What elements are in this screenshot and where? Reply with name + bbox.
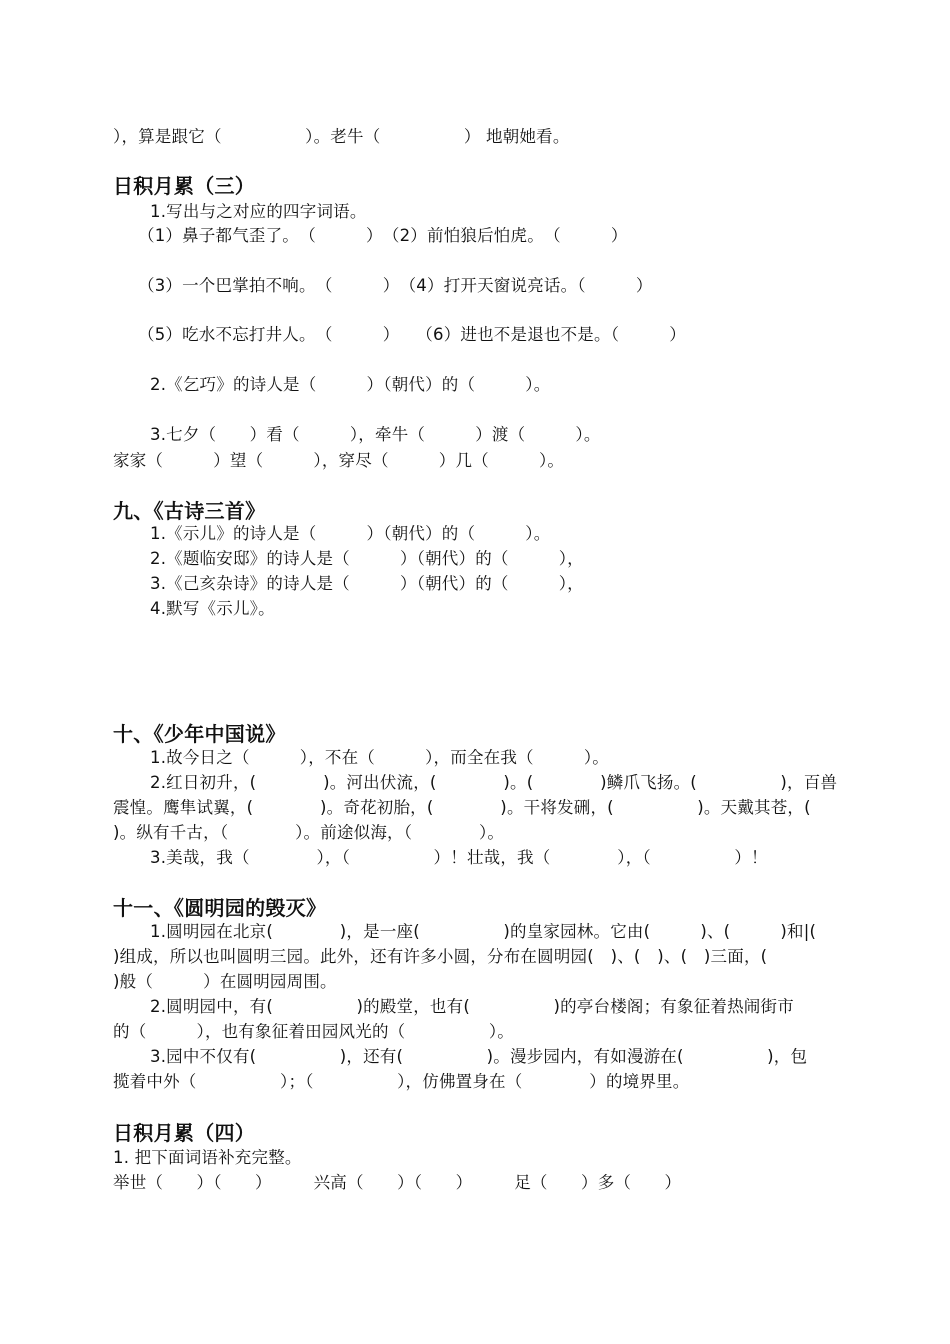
question-line: 3.园中不仅有( )，还有( )。漫步园内，有如漫游在( )，包 [150, 1047, 808, 1066]
question-line: 家家（ ）望（ ），穿尽（ ）几（ ）。 [113, 451, 565, 470]
question-line: 3.《己亥杂诗》的诗人是（ ）（朝代）的（ ）， [150, 574, 584, 593]
question-line: （1）鼻子都气歪了。 （ ） （2）前怕狼后怕虎。 （ ） [138, 226, 628, 245]
question-line: 1.故今日之（ ），不在（ ），而全在我（ ）。 [150, 748, 609, 767]
question-line: )般（ ）在圆明园周围。 [113, 972, 337, 991]
section-heading-gushi-sanshou: 九、《古诗三首》 [113, 499, 266, 523]
question-line: 震惶。鹰隼试翼，( )。奇花初胎，( )。干将发硎，( )。天戴其苍，( [113, 798, 811, 817]
question-line: )组成，所以也叫圆明三园。此外，还有许多小圆，分布在圆明园( )、( )、( )三面，( [113, 947, 768, 966]
question-line: )。纵有千古，（ ）。前途似海，（ ）。 [113, 823, 505, 842]
question-line: 4.默写《示儿》。 [150, 599, 275, 618]
question-line: 1.写出与之对应的四字词语。 [150, 202, 367, 221]
question-line: 2.红日初升，( )。河出伏流，( )。( )鳞爪飞扬。( )，百兽 [150, 773, 838, 792]
section-heading-rijiyuelei-3: 日积月累（三） [113, 174, 256, 198]
question-line: 2.《题临安邸》的诗人是（ ）（朝代）的（ ）， [150, 549, 584, 568]
question-line: 2.《乞巧》的诗人是（ ）（朝代）的（ ）。 [150, 375, 551, 394]
top-fill-in-line: ），算是跟它（ ）。老牛（ ） 地朝她看。 [113, 127, 570, 146]
section-heading-rijiyuelei-4: 日积月累（四） [113, 1121, 256, 1145]
question-line: （3）一个巴掌拍不响。 （ ） （4）打开天窗说亮话。（ ） [138, 276, 653, 295]
question-line: （5）吃水不忘打井人。 （ ） （6）进也不是退也不是。（ ） [138, 325, 686, 344]
question-line: 2.圆明园中，有( )的殿堂，也有( )的亭台楼阁；有象征着热闹街市 [150, 997, 794, 1016]
question-line: 1. 把下面词语补充完整。 [113, 1148, 302, 1167]
question-line: 的（ ），也有象征着田园风光的（ ）。 [113, 1022, 514, 1041]
question-line: 揽着中外（ ）；（ ），仿佛置身在（ ）的境界里。 [113, 1072, 690, 1091]
question-line: 3.七夕（ ）看（ ），牵牛（ ）渡（ ）。 [150, 425, 601, 444]
question-line: 1.圆明园在北京( )，是一座( )的皇家园林。它由( )、( )和|( [150, 922, 817, 941]
section-heading-shaonian-zhongguo-shuo: 十、《少年中国说》 [113, 722, 286, 746]
question-line: 3.美哉，我（ ），（ ）！壮哉，我（ ），（ ）！ [150, 848, 768, 867]
question-line: 举世（ ）（ ） 兴高（ ）（ ） 足（ ）多（ ） [113, 1173, 682, 1192]
section-heading-yuanmingyuan: 十一、《圆明园的毁灭》 [113, 896, 327, 920]
question-line: 1.《示儿》的诗人是（ ）（朝代）的（ ）。 [150, 524, 551, 543]
